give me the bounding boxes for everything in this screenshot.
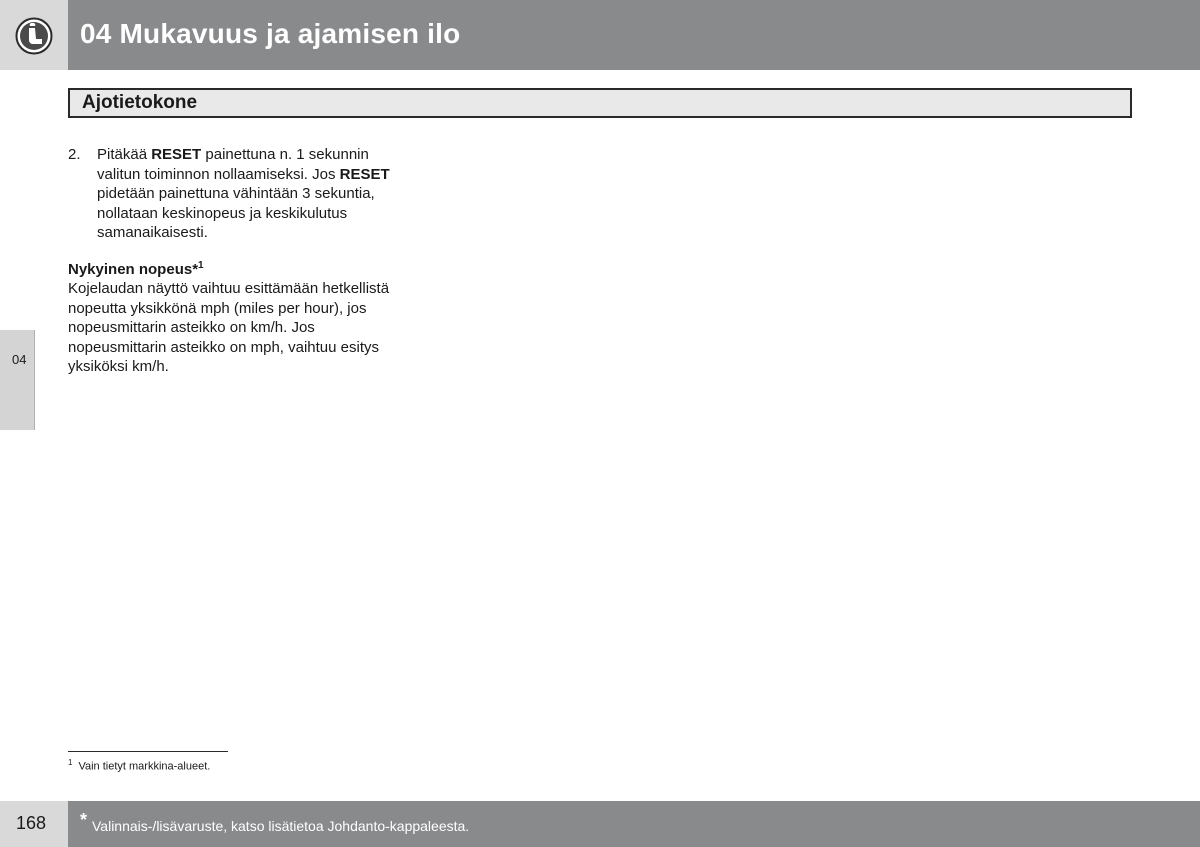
list-text-part: Pitäkää (97, 146, 152, 163)
list-text-part: pidetään painettuna vähintään 3 sekuntia, nollataan keskinopeus ja keskikulutus samanaikaisesti. (97, 185, 375, 241)
list-item-number: 2. (68, 146, 81, 163)
footnote (68, 758, 210, 773)
chapter-side-tab-label: 04 (12, 352, 27, 367)
list-text-part: painettuna n. 1 sekunnin valitun toiminnon nollaamiseksi. Jos (97, 146, 369, 183)
section-title: Ajotietokone (82, 92, 198, 113)
list-item (68, 145, 408, 243)
footer-note: Valinnais-/lisävaruste, katso lisätietoa Johdanto-kappaleesta. (92, 818, 470, 834)
reset-keyword: RESET (151, 146, 202, 163)
section-title-box (68, 88, 1132, 118)
chapter-title: 04 Mukavuus ja ajamisen ilo (80, 18, 461, 49)
reset-keyword: RESET (339, 165, 390, 183)
page-number: 168 (16, 813, 47, 833)
footnote-divider (68, 751, 228, 752)
subheading (68, 260, 408, 280)
header-icon-box (0, 0, 68, 70)
paragraph: Kojelaudan näyttö vaihtuu esittämään hetkellistä nopeutta yksikkönä mph (miles per hour), jos nopeusmittarin asteikko on km/h. Jos nopeusmittarin asteikko on mph, vaihtuu esitys yksiköksi km/h. (68, 280, 390, 375)
footnote-ref: 1 (198, 259, 204, 271)
chapter-side-tab (0, 330, 35, 430)
body-content (68, 145, 408, 377)
seat-icon (15, 17, 53, 55)
subheading-text: Nykyinen nopeus* (68, 260, 199, 278)
footnote-mark: 1 (68, 758, 73, 767)
footnote-text: Vain tietyt markkina-alueet. (78, 760, 211, 773)
optional-equipment-star: * (80, 810, 88, 830)
list-item-text (97, 145, 408, 243)
